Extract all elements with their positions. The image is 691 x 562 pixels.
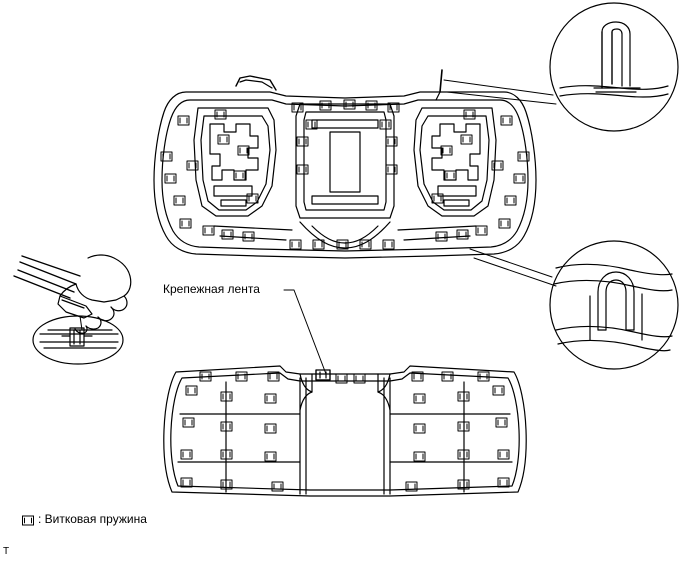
strap-leader-line <box>284 290 326 374</box>
corner-mark: T <box>3 546 10 557</box>
seat-cushion-assembly <box>164 366 526 496</box>
hog-ring-clip-icon <box>20 515 36 526</box>
hog-ring-pliers-icon <box>14 255 131 364</box>
clip-closed-detail-icon <box>470 241 678 369</box>
strap-label: Крепежная лента <box>163 282 260 296</box>
clip-open-detail-icon <box>444 3 678 131</box>
hog-ring-clips-cushion <box>181 372 509 491</box>
legend-label: : Витковая пружина <box>38 512 147 526</box>
seat-back-assembly <box>154 70 536 258</box>
